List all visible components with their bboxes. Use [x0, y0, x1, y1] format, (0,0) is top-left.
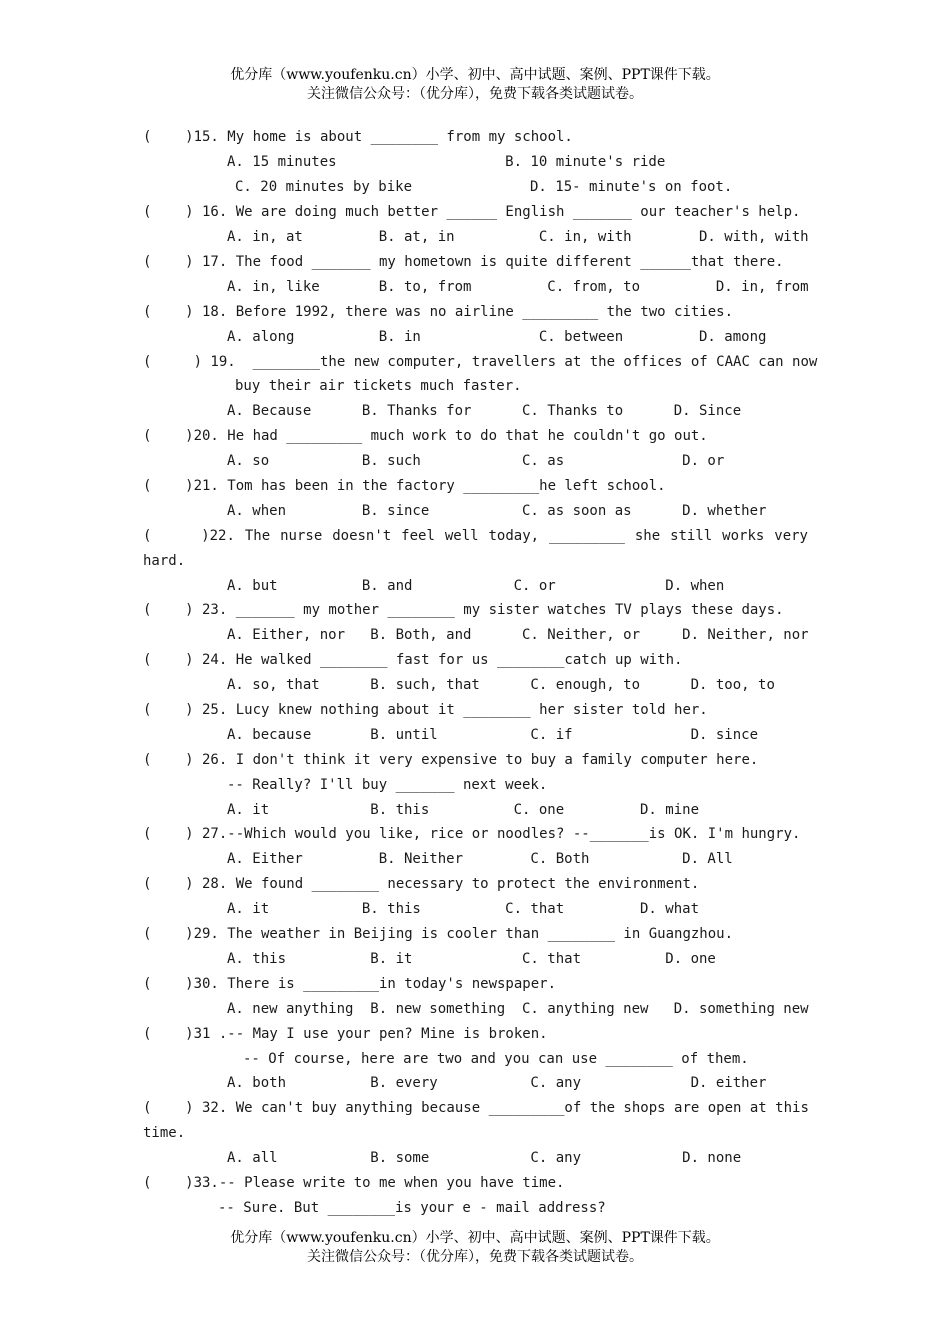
- question-32: ( ) 32. We can't buy anything because _________of the shops are open at this: [143, 1100, 809, 1116]
- question-28: ( ) 28. We found ________ necessary to protect the environment.: [143, 876, 700, 892]
- options-26: A. it B. this C. one D. mine: [227, 802, 700, 818]
- page-header: [0, 66, 950, 104]
- options-32: A. all B. some C. any D. none: [227, 1150, 742, 1166]
- options-22: A. but B. and C. or D. when: [227, 578, 725, 594]
- question-25: ( ) 25. Lucy knew nothing about it ________ her sister told her.: [143, 702, 708, 718]
- question-19: ( ) 19. ________the new computer, travellers at the offices of CAAC can now: [143, 354, 818, 370]
- footer-line-2: 关注微信公众号：（优分库），免费下载各类试题试卷。: [307, 1249, 643, 1265]
- options-19: A. Because B. Thanks for C. Thanks to D. Since: [227, 403, 742, 419]
- options-28: A. it B. this C. that D. what: [227, 901, 700, 917]
- options-24: A. so, that B. such, that C. enough, to D. too, to: [227, 677, 775, 693]
- question-33: ( )33.-- Please write to me when you have time.: [143, 1175, 565, 1191]
- options-30: A. new anything B. new something C. anything new D. something new: [227, 1001, 809, 1017]
- options-21: A. when B. since C. as soon as D. whether: [227, 503, 767, 519]
- question-23: ( ) 23. _______ my mother ________ my sister watches TV plays these days.: [143, 602, 784, 618]
- question-20: ( )20. He had _________ much work to do that he couldn't go out.: [143, 428, 708, 444]
- question-17: ( ) 17. The food _______ my hometown is quite different ______that there.: [143, 254, 784, 270]
- question-29: ( )29. The weather in Beijing is cooler than ________ in Guangzhou.: [143, 926, 734, 942]
- question-31-reply: -- Of course, here are two and you can use ________ of them.: [243, 1051, 749, 1067]
- question-18: ( ) 18. Before 1992, there was no airline _________ the two cities.: [143, 304, 734, 320]
- question-32-continued: time.: [143, 1125, 186, 1141]
- question-24: ( ) 24. He walked ________ fast for us ________catch up with.: [143, 652, 683, 668]
- question-30: ( )30. There is _________in today's newspaper.: [143, 976, 557, 992]
- question-21: ( )21. Tom has been in the factory _________he left school.: [143, 478, 666, 494]
- footer-line-1: 优分库（www.youfenku.cn）小学、初中、高中试题、案例、PPT课件下载。: [230, 1230, 720, 1246]
- question-26: ( ) 26. I don't think it very expensive to buy a family computer here.: [143, 752, 759, 768]
- question-16: ( ) 16. We are doing much better ______ English _______ our teacher's help.: [143, 204, 801, 220]
- header-line-2: 关注微信公众号：（优分库），免费下载各类试题试卷。: [307, 86, 643, 102]
- options-17: A. in, like B. to, from C. from, to D. in, from: [227, 279, 809, 295]
- options-16: A. in, at B. at, in C. in, with D. with, with: [227, 229, 809, 245]
- options-27: A. Either B. Neither C. Both D. All: [227, 851, 733, 867]
- question-31: ( )31 .-- May I use your pen? Mine is broken.: [143, 1026, 548, 1042]
- question-22-continued: hard.: [143, 553, 186, 569]
- question-26-reply: -- Really? I'll buy _______ next week.: [227, 777, 548, 793]
- options-15-a: A. 15 minutes B. 10 minute's ride: [227, 154, 666, 170]
- options-18: A. along B. in C. between D. among: [227, 329, 767, 345]
- options-23: A. Either, nor B. Both, and C. Neither, or D. Neither, nor: [227, 627, 809, 643]
- page-footer: [0, 1229, 950, 1267]
- question-33-reply: -- Sure. But ________is your e - mail address?: [218, 1200, 606, 1216]
- options-20: A. so B. such C. as D. or: [227, 453, 725, 469]
- options-25: A. because B. until C. if D. since: [227, 727, 759, 743]
- options-29: A. this B. it C. that D. one: [227, 951, 716, 967]
- header-line-1: 优分库（www.youfenku.cn）小学、初中、高中试题、案例、PPT课件下载。: [230, 67, 720, 83]
- options-31: A. both B. every C. any D. either: [227, 1075, 767, 1091]
- question-15: ( )15. My home is about ________ from my school.: [143, 129, 573, 145]
- options-15-b: C. 20 minutes by bike D. 15- minute's on foot.: [235, 179, 733, 195]
- question-27: ( ) 27.--Which would you like, rice or noodles? --_______is OK. I'm hungry.: [143, 826, 801, 842]
- question-22: ( )22. The nurse doesn't feel well today, _________ she still works very: [143, 528, 808, 544]
- question-19-continued: buy their air tickets much faster.: [235, 378, 522, 394]
